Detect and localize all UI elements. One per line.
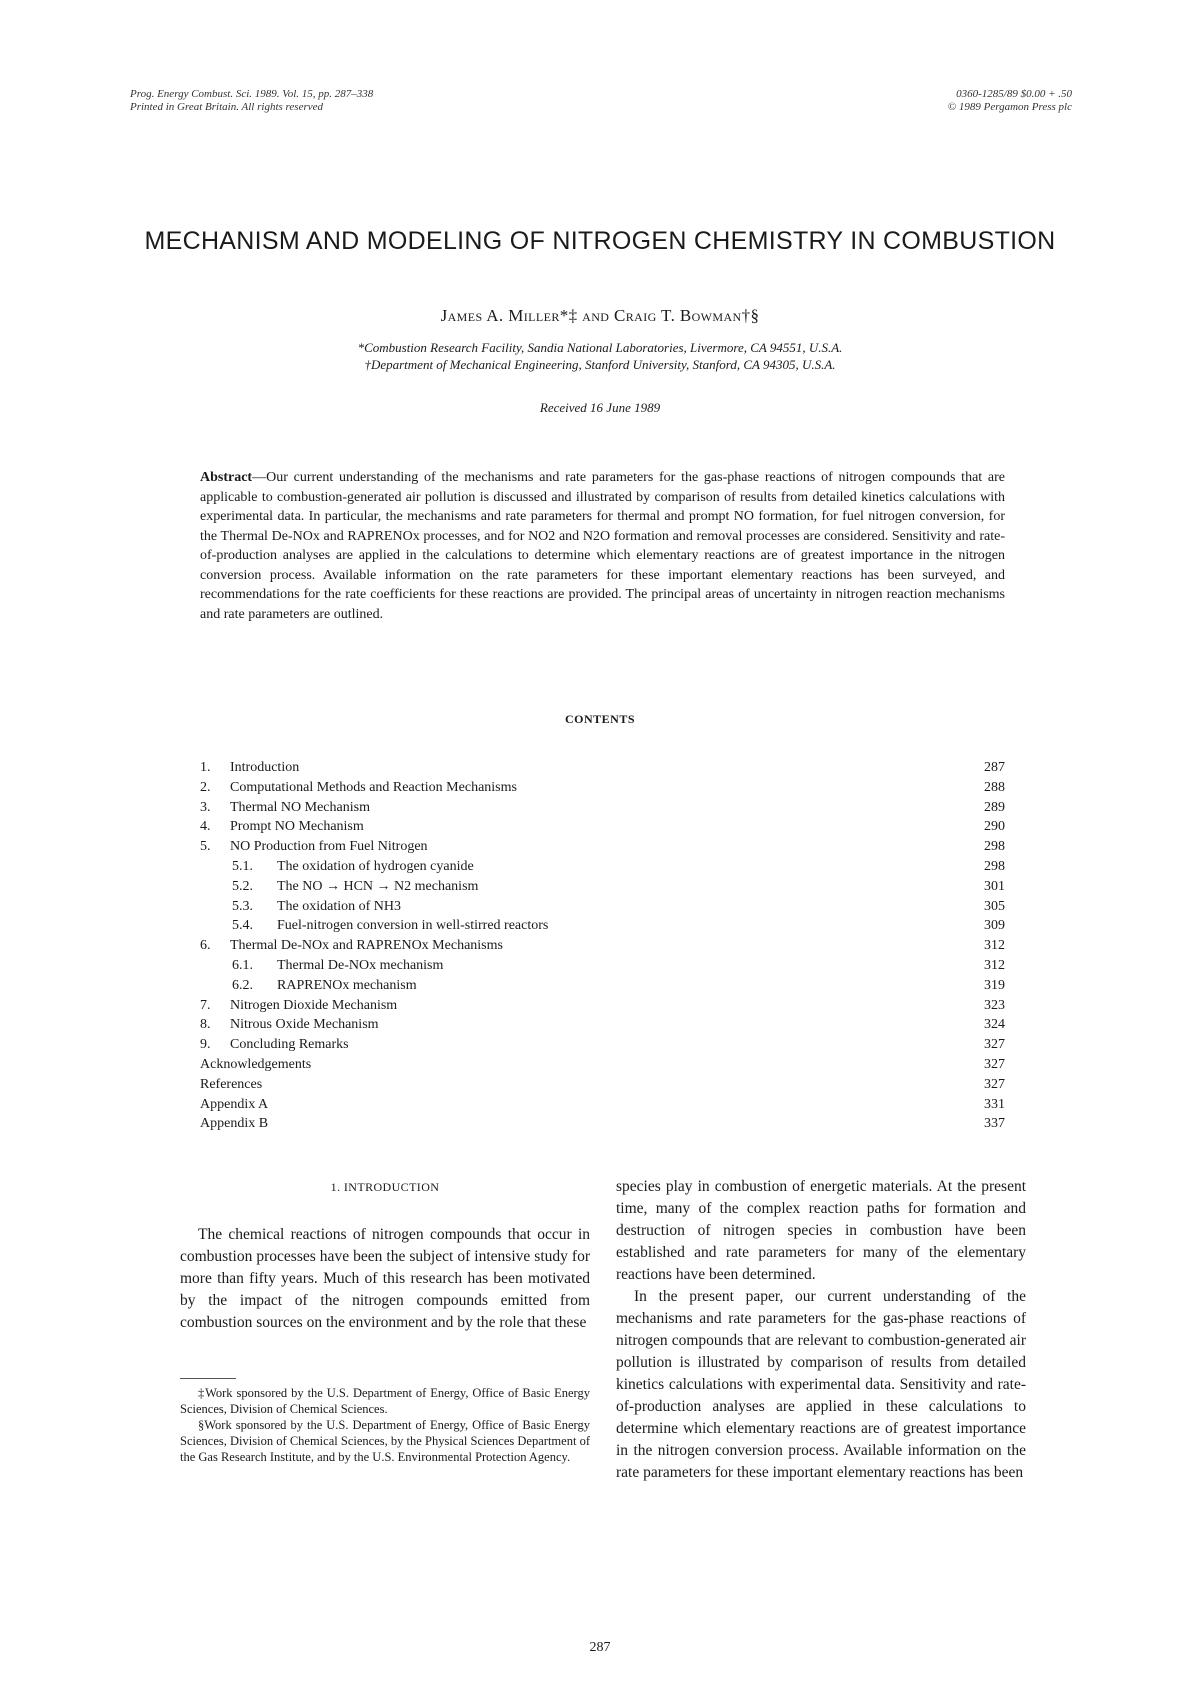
- toc-entry-number: 5.1.: [232, 858, 253, 874]
- toc-entry-page: 289: [984, 799, 1005, 815]
- toc-entry: [200, 936, 1005, 956]
- toc-entry: [200, 916, 1005, 936]
- toc-entry-page: 298: [984, 839, 1005, 855]
- toc-entry-number: 5.2.: [232, 878, 253, 894]
- page-number: 287: [589, 1640, 611, 1655]
- toc-entry-number: 3.: [200, 799, 211, 815]
- toc-entry-title: Thermal De-NOx and RAPRENOx Mechanisms: [230, 938, 503, 954]
- abstract-label: Abstract: [200, 470, 253, 485]
- toc-entry-title: RAPRENOx mechanism: [277, 977, 417, 993]
- authors: James A. Miller*‡ and Craig T. Bowman†§: [440, 306, 760, 325]
- toc-entry: [200, 778, 1005, 798]
- toc-entry-page: 287: [984, 760, 1005, 775]
- toc-entry-label: [232, 897, 401, 917]
- left-column: [180, 1176, 590, 1465]
- toc-entry-title: Acknowledgements: [200, 1056, 312, 1072]
- toc-entry-title: NO Production from Fuel Nitrogen: [230, 839, 428, 855]
- toc-entry-label: [200, 1075, 262, 1095]
- toc-entry-label: [232, 956, 443, 976]
- affiliation-2: †Department of Mechanical Engineering, Stanford University, Stanford, CA 94305, U.S.A.: [364, 357, 836, 372]
- toc-entry-label: [200, 1114, 268, 1134]
- right-column: [616, 1176, 1026, 1484]
- journal-citation: Prog. Energy Combust. Sci. 1989. Vol. 15, pp. 287–338: [130, 88, 374, 100]
- toc-entry-title: Prompt NO Mechanism: [230, 819, 364, 835]
- toc-entry-label: [200, 1015, 379, 1035]
- toc-entry-number: 6.: [200, 938, 211, 954]
- footnote-1: ‡Work sponsored by the U.S. Department of Energy, Office of Basic Energy Sciences, Division of Chemical Sciences.: [180, 1386, 590, 1416]
- toc-entry: [200, 976, 1005, 996]
- toc-entry-label: [200, 996, 397, 1016]
- toc-entry-title: Thermal De-NOx mechanism: [277, 957, 444, 973]
- toc-entry: [200, 817, 1005, 837]
- toc-entry-number: 6.2.: [232, 977, 253, 993]
- toc-entry-page: 323: [984, 997, 1005, 1013]
- toc-entry-label: [200, 1035, 349, 1055]
- intro-paragraph-3: In the present paper, our current understanding of the mechanisms and rate parameters for the gas-phase reactions of nitrogen compounds that are relevant to combustion-generated air pollution is illustrated by comparison of results from detailed kinetics calculations with experimental data. Sensitivity and rate-of-production analyses are applied in these calculations to determine which elementary reactions are of greatest importance in the nitrogen conversion process. Available information on the rate parameters for these important elementary reactions has been: [616, 1288, 1026, 1481]
- toc-entry: [200, 996, 1005, 1016]
- toc-entry-page: 309: [984, 918, 1005, 934]
- toc-entry: [200, 1075, 1005, 1095]
- toc-entry: [200, 877, 1005, 897]
- intro-paragraph-1: The chemical reactions of nitrogen compounds that occur in combustion processes have been the subject of intensive study for more than fifty years. Much of this research has been motivated by the impact of the nitrogen compounds emitted from combustion sources on the environment and by the role that these: [180, 1226, 590, 1331]
- footnote-2: §Work sponsored by the U.S. Department of Energy, Office of Basic Energy Sciences, Division of Chemical Sciences, by the Physical Sciences Department of the Gas Research Institute, and by the U.S. Environmental Protection Agency.: [180, 1418, 590, 1464]
- toc-entry-page: 327: [984, 1037, 1005, 1053]
- toc-entry-number: 1.: [200, 760, 211, 775]
- toc-entry-title: Nitrous Oxide Mechanism: [230, 1017, 379, 1033]
- toc-entry-number: 7.: [200, 997, 211, 1013]
- header-right: [948, 88, 1072, 114]
- toc-entry-title: The oxidation of hydrogen cyanide: [277, 858, 474, 874]
- toc-entry-page: 305: [984, 898, 1005, 914]
- toc-entry-label: [200, 798, 370, 818]
- toc-entry: [200, 1015, 1005, 1035]
- toc-entry-label: [200, 778, 517, 798]
- toc-entry-label: [232, 976, 417, 996]
- toc-entry-page: 312: [984, 957, 1005, 973]
- toc-entry: [200, 897, 1005, 917]
- toc-entry-number: 2.: [200, 779, 211, 795]
- table-of-contents: [200, 758, 1005, 1134]
- toc-entry-title: Appendix B: [200, 1116, 269, 1132]
- toc-entry-label: [200, 1095, 268, 1115]
- toc-entry: [200, 1114, 1005, 1134]
- toc-entry-title: The NO → HCN → N2 mechanism: [277, 878, 479, 894]
- toc-entry-page: 301: [984, 878, 1005, 894]
- toc-entry-label: [200, 817, 364, 837]
- toc-entry-number: 5.3.: [232, 898, 253, 914]
- paper-title: MECHANISM AND MODELING OF NITROGEN CHEMISTRY IN COMBUSTION: [144, 226, 1056, 255]
- toc-entry: [200, 1035, 1005, 1055]
- contents-heading: CONTENTS: [564, 712, 636, 726]
- toc-entry-page: 337: [984, 1116, 1005, 1132]
- toc-entry-label: [232, 857, 474, 877]
- toc-entry-page: 327: [984, 1076, 1005, 1092]
- affiliations: [130, 339, 1070, 373]
- toc-entry-page: 298: [984, 858, 1005, 874]
- toc-entry-page: 290: [984, 819, 1005, 835]
- abstract-text: —Our current understanding of the mechanisms and rate parameters for the gas-phase reactions of nitrogen compounds that are applicable to combustion-generated air pollution is discussed and illustrated by comparison of results from detailed kinetics calculations with experimental data. In particular, the mechanisms and rate parameters for thermal and prompt NO formation, for fuel nitrogen conversion, for the Thermal De-NOx and RAPRENOx processes, and for NO2 and N2O formation and removal processes are considered. Sensitivity and rate-of-production analyses are applied in the calculations to determine which elementary reactions are of greatest importance in the nitrogen conversion process. Available information on the rate parameters for these important elementary reactions has been surveyed, and recommendations for the rate coefficients for these reactions are provided. The principal areas of uncertainty in nitrogen reaction mechanisms and rate parameters are outlined.: [200, 470, 1005, 622]
- copyright-notice: © 1989 Pergamon Press plc: [947, 101, 1072, 113]
- affiliation-1: *Combustion Research Facility, Sandia National Laboratories, Livermore, CA 94551, U.S.A.: [357, 340, 843, 355]
- price-code: 0360-1285/89 $0.00 + .50: [956, 88, 1072, 100]
- toc-entry-number: 6.1.: [232, 957, 253, 973]
- toc-entry-page: 319: [984, 977, 1005, 993]
- toc-entry-title: Concluding Remarks: [230, 1037, 349, 1053]
- toc-entry-number: 5.4.: [232, 918, 253, 934]
- toc-entry-page: 288: [984, 779, 1005, 795]
- intro-paragraph-2: species play in combustion of energetic materials. At the present time, many of the complex reaction paths for formation and destruction of nitrogen species in combustion have been established and rate parameters for many of the elementary reactions have been determined.: [616, 1178, 1026, 1283]
- toc-entry: [200, 1095, 1005, 1115]
- toc-entry-title: Thermal NO Mechanism: [230, 799, 370, 815]
- printed-notice: Printed in Great Britain. All rights reserved: [130, 101, 323, 113]
- toc-entry-label: [232, 877, 478, 897]
- toc-entry-page: 312: [984, 938, 1005, 954]
- toc-entry: [200, 798, 1005, 818]
- toc-entry-title: Fuel-nitrogen conversion in well-stirred reactors: [277, 918, 549, 934]
- toc-entry-label: [200, 936, 503, 956]
- toc-entry-title: The oxidation of NH3: [277, 898, 402, 914]
- toc-entry-label: [232, 916, 548, 936]
- header-left: [130, 88, 373, 114]
- toc-entry-number: 9.: [200, 1037, 211, 1053]
- toc-entry-title: Appendix A: [200, 1096, 269, 1112]
- toc-entry-number: 5.: [200, 839, 211, 855]
- toc-entry-page: 324: [984, 1017, 1005, 1033]
- toc-entry-title: Computational Methods and Reaction Mechanisms: [230, 779, 517, 795]
- toc-entry-label: [200, 758, 299, 778]
- toc-entry-label: [200, 837, 428, 857]
- toc-entry: [200, 857, 1005, 877]
- toc-entry: [200, 758, 1005, 778]
- toc-entry: [200, 956, 1005, 976]
- received-date: Received 16 June 1989: [539, 400, 661, 415]
- section-heading: 1. INTRODUCTION: [330, 1180, 440, 1194]
- abstract: [200, 468, 1005, 624]
- toc-entry-number: 8.: [200, 1017, 211, 1033]
- toc-entry-title: Nitrogen Dioxide Mechanism: [230, 997, 398, 1013]
- toc-entry-title: Introduction: [230, 760, 300, 775]
- toc-entry: [200, 1055, 1005, 1075]
- toc-entry-page: 331: [984, 1096, 1005, 1112]
- toc-entry-number: 4.: [200, 819, 211, 835]
- toc-entry-label: [200, 1055, 311, 1075]
- footnote-rule: [180, 1378, 236, 1379]
- toc-entry-title: References: [200, 1076, 263, 1092]
- toc-entry: [200, 837, 1005, 857]
- toc-entry-page: 327: [984, 1056, 1005, 1072]
